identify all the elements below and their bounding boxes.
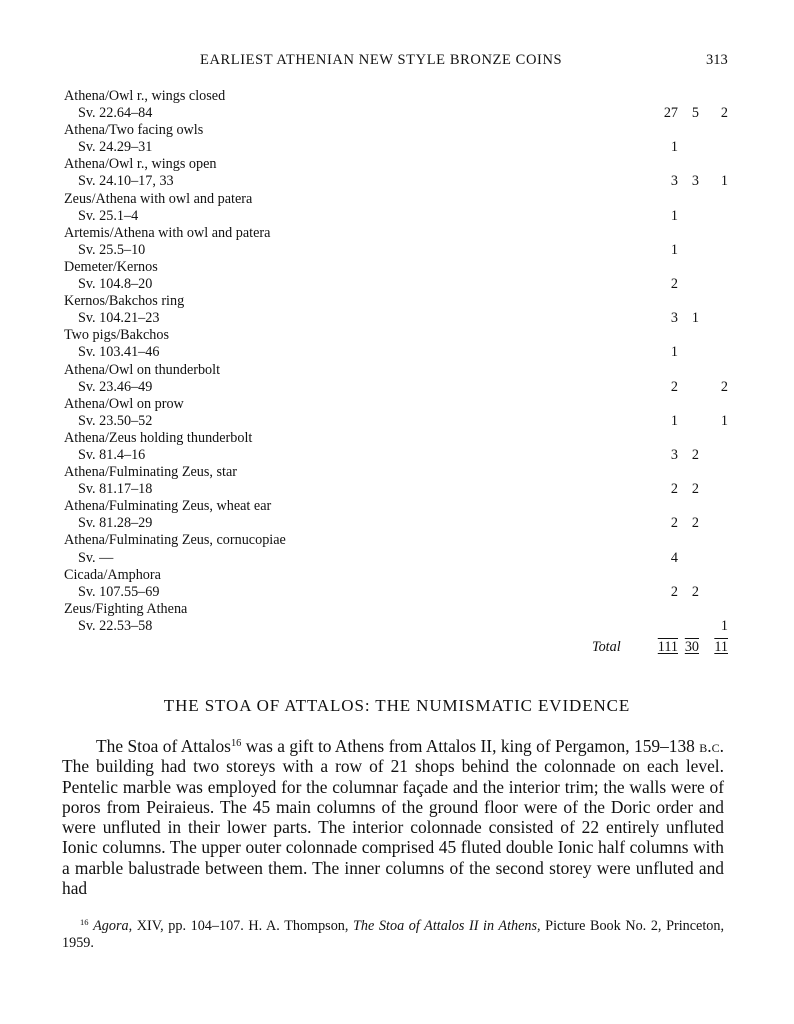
footnote-work-title: The Stoa of Attalos II in Athens	[353, 918, 538, 934]
coin-type-row	[0, 225, 794, 242]
footnote	[62, 918, 724, 952]
coin-reference-row	[0, 447, 794, 464]
total-count: 111	[657, 639, 678, 655]
coin-count: 1	[720, 173, 728, 190]
coin-reference: Sv. —	[78, 549, 114, 566]
coin-type-row	[0, 122, 794, 139]
coin-count: 1	[691, 310, 699, 327]
coin-type-row	[0, 532, 794, 549]
coin-count: 2	[691, 583, 699, 600]
coin-reference: Sv. 25.5–10	[78, 241, 146, 258]
coin-count: 1	[670, 207, 678, 224]
coin-type-label: Athena/Owl r., wings closed	[64, 88, 226, 104]
coin-count: 2	[670, 515, 678, 532]
coin-count: 2	[720, 378, 728, 395]
coin-reference: Sv. 22.53–58	[78, 617, 153, 634]
coin-count: 1	[670, 241, 678, 258]
coin-reference: Sv. 23.46–49	[78, 378, 153, 395]
coin-count: 2	[691, 446, 699, 463]
coin-type-row	[0, 430, 794, 447]
coin-reference: Sv. 103.41–46	[78, 344, 160, 361]
coin-reference: Sv. 104.8–20	[78, 276, 153, 293]
coin-count: 27	[663, 105, 678, 122]
coin-type-label: Athena/Two facing owls	[64, 122, 204, 139]
body-text: The building had two storeys with a row of 21 shops behind the colonnade on each level. Pentelic marble was employed for the columnar façade and the interior trim; the walls were of poros from Peiraieus. The 45 main columns of the ground floor were of the Doric order and were unfluted in their lower parts. The interior colonnade consisted of 22 entirely unfluted Ionic columns. The upper outer colonnade comprised 45 fluted double Ionic half columns with a marble balustrade between them. The inner columns of the second storey were unfluted and had	[62, 756, 724, 899]
coin-reference-row	[0, 379, 794, 396]
coin-reference-row	[0, 242, 794, 259]
coin-count: 2	[670, 583, 678, 600]
coin-reference-row	[0, 618, 794, 635]
coin-reference-row	[0, 208, 794, 225]
footnote-text: , XIV, pp. 104–107. H. A. Thompson,	[128, 918, 354, 934]
coin-type-row	[0, 327, 794, 344]
coin-type-label: Athena/Owl on thunderbolt	[64, 361, 221, 378]
footnote-text: , Picture Book No. 2, Princeton, 1959.	[62, 918, 724, 951]
running-title: EARLIEST ATHENIAN NEW STYLE BRONZE COINS	[200, 52, 563, 68]
coin-type-label: Kernos/Bakchos ring	[64, 293, 185, 310]
coin-type-label: Zeus/Fighting Athena	[64, 600, 188, 617]
coin-count: 2	[670, 481, 678, 498]
footnote-number: 16	[80, 916, 89, 927]
coin-reference: Sv. 104.21–23	[78, 310, 160, 327]
coin-count: 2	[691, 481, 699, 498]
coin-count: 3	[670, 173, 678, 190]
coin-count: 2	[691, 515, 699, 532]
coin-type-row	[0, 293, 794, 310]
coin-count: 2	[720, 105, 728, 122]
total-label: Total	[592, 639, 621, 655]
coin-reference-row	[0, 584, 794, 601]
coin-reference: Sv. 25.1–4	[78, 207, 139, 224]
coin-count: 1	[670, 344, 678, 361]
coin-type-label: Cicada/Amphora	[64, 566, 161, 583]
coin-reference: Sv. 81.28–29	[78, 515, 153, 532]
footnote-marker: 16	[230, 737, 242, 749]
coin-type-row	[0, 259, 794, 276]
coin-count: 2	[670, 378, 678, 395]
coin-reference-row	[0, 413, 794, 430]
coin-reference-row	[0, 310, 794, 327]
coin-reference: Sv. 81.4–16	[78, 446, 146, 463]
coin-type-row	[0, 498, 794, 515]
page-number: 313	[706, 52, 728, 68]
section-heading: THE STOA OF ATTALOS: THE NUMISMATIC EVIDENCE	[163, 696, 631, 715]
coin-reference: Sv. 24.29–31	[78, 139, 153, 156]
era-abbreviation: b.c.	[699, 736, 724, 756]
coin-type-row	[0, 156, 794, 173]
coin-reference: Sv. 23.50–52	[78, 412, 153, 429]
coin-type-label: Two pigs/Bakchos	[64, 327, 170, 344]
coin-reference: Sv. 22.64–84	[78, 105, 153, 122]
coin-reference-row	[0, 276, 794, 293]
coin-type-row	[0, 567, 794, 584]
coin-reference: Sv. 107.55–69	[78, 583, 160, 600]
coin-count: 3	[670, 446, 678, 463]
coin-count: 3	[691, 173, 699, 190]
coin-type-label: Athena/Fulminating Zeus, cornucopiae	[64, 532, 286, 549]
body-text: was a gift to Athens from Attalos II, king of Pergamon, 159–138	[241, 736, 700, 756]
coin-reference-row	[0, 550, 794, 567]
coin-type-row	[0, 191, 794, 208]
coin-table	[0, 88, 794, 659]
coin-type-label: Athena/Owl r., wings open	[64, 156, 217, 173]
coin-count: 2	[670, 276, 678, 293]
coin-type-label: Athena/Fulminating Zeus, star	[64, 464, 237, 481]
coin-type-row	[0, 464, 794, 481]
coin-count: 1	[720, 617, 728, 634]
body-paragraph	[62, 736, 724, 898]
coin-count: 3	[670, 310, 678, 327]
coin-type-label: Demeter/Kernos	[64, 258, 158, 275]
coin-type-label: Athena/Owl on prow	[64, 395, 184, 412]
coin-reference: Sv. 24.10–17, 33	[78, 173, 174, 190]
coin-reference: Sv. 81.17–18	[78, 481, 153, 498]
coin-type-row	[0, 396, 794, 413]
running-head	[0, 52, 794, 72]
coin-reference-row	[0, 139, 794, 156]
coin-type-label: Athena/Fulminating Zeus, wheat ear	[64, 498, 272, 515]
coin-reference-row	[0, 105, 794, 122]
coin-count: 4	[670, 549, 678, 566]
footnote-work-title: Agora	[93, 918, 129, 934]
total-row	[0, 635, 794, 659]
coin-type-label: Zeus/Athena with owl and patera	[64, 190, 253, 207]
coin-type-label: Athena/Zeus holding thunderbolt	[64, 429, 253, 446]
total-count: 30	[684, 639, 699, 655]
body-text: The Stoa of Attalos	[96, 736, 231, 756]
coin-reference-row	[0, 344, 794, 361]
coin-reference-row	[0, 515, 794, 532]
coin-type-row	[0, 362, 794, 379]
coin-count: 1	[670, 412, 678, 429]
coin-type-row	[0, 601, 794, 618]
total-count: 11	[714, 639, 728, 655]
coin-type-label: Artemis/Athena with owl and patera	[64, 224, 271, 241]
coin-reference-row	[0, 481, 794, 498]
coin-reference-row	[0, 173, 794, 190]
coin-type-row	[0, 88, 794, 105]
coin-count: 5	[691, 105, 699, 122]
coin-count: 1	[670, 139, 678, 156]
coin-count: 1	[720, 412, 728, 429]
